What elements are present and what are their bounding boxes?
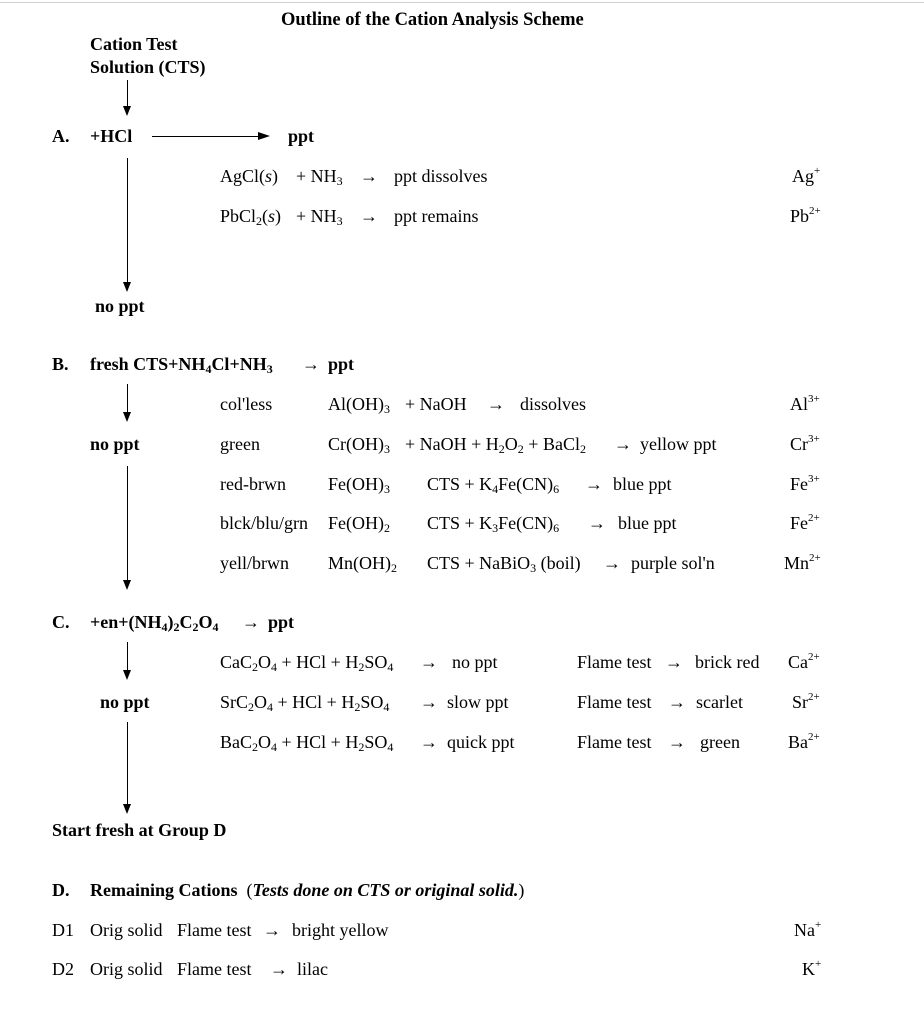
group-c-lower-arrow-shaft <box>127 722 128 806</box>
group-a-row-pbcl2: PbCl$_2$(s) <box>220 206 282 228</box>
arrow-icon: → <box>588 513 606 533</box>
group-b-test-k3fecn6: CTS + $K_3Fe(CN)_6$ <box>427 513 560 535</box>
group-d1-source: Orig solid <box>90 920 163 940</box>
group-d1-test: Flame test <box>177 920 252 940</box>
group-c-row-cac2o4: $CaC_2O_4$ + HCl + $H_2SO_4$ <box>220 652 394 674</box>
arrow-icon: → <box>270 959 288 979</box>
group-c-label: C. <box>52 612 70 632</box>
group-a-row-pbcl2-outcome: ppt remains <box>394 206 479 226</box>
group-a-result: ppt <box>288 126 315 146</box>
group-b-outcome-dissolves: dissolves <box>520 394 587 414</box>
cts-label-line2: Solution (CTS) <box>90 57 206 77</box>
group-a-down-arrow-shaft <box>127 158 128 284</box>
group-d2-source: Orig solid <box>90 959 163 979</box>
group-a-reagent: +HCl <box>90 126 133 146</box>
arrow-icon: → <box>585 474 603 494</box>
group-d-label: D. <box>52 880 70 900</box>
group-b-test-chromium: + NaOH + $H_2O_2$ + BaCl$_2$ <box>405 434 586 456</box>
arrow-icon: → <box>614 434 632 454</box>
group-b-no-ppt: no ppt <box>90 434 140 454</box>
group-a-label: A. <box>52 126 70 146</box>
group-b-label: B. <box>52 354 69 374</box>
ion-ba: $Ba^{2+}$ <box>788 731 820 752</box>
group-a-right-arrow-head <box>258 132 270 140</box>
arrow-icon: → <box>242 612 260 632</box>
cts-down-arrow-shaft <box>127 80 128 108</box>
ion-na: Na+ <box>794 919 822 940</box>
group-b-outcome-blue-ppt-1: blue ppt <box>613 474 672 494</box>
group-b-lower-arrow-shaft <box>127 466 128 582</box>
ion-ca: $Ca^{2+}$ <box>788 651 820 672</box>
ion-pb: $Pb^{2+}$ <box>790 205 821 226</box>
group-c-lower-arrow-head <box>123 804 131 814</box>
group-c-row-bac2o4: $BaC_2O_4$ + HCl + $H_2SO_4$ <box>220 732 394 754</box>
group-b-color-green: green <box>220 434 260 454</box>
arrow-icon: → <box>263 920 281 940</box>
group-d2-id: D2 <box>52 959 74 979</box>
group-b-color-red-brown: red-brwn <box>220 474 286 494</box>
group-c-flame-brick-red: brick red <box>695 652 760 672</box>
group-a-row-agcl-reagent: + $NH_3$ <box>296 166 343 188</box>
top-border <box>0 2 924 3</box>
group-d1-id: D1 <box>52 920 74 940</box>
start-fresh-label: Start fresh at Group D <box>52 820 227 840</box>
group-c-flame-test-ba: Flame test <box>577 732 652 752</box>
arrow-icon: → <box>420 692 438 712</box>
ion-fe3: $Fe^{3+}$ <box>790 473 820 494</box>
arrow-icon: → <box>603 553 621 573</box>
group-b-ppt-feoh2: $Fe(OH)_2$ <box>328 513 390 535</box>
ion-fe2: $Fe^{2+}$ <box>790 512 820 533</box>
group-b-ppt-aloh3: $Al(OH)_3$ <box>328 394 390 416</box>
group-b-result: ppt <box>328 354 355 374</box>
group-d2-test: Flame test <box>177 959 252 979</box>
group-c-flame-green: green <box>700 732 740 752</box>
ion-mn: $Mn^{2+}$ <box>784 552 821 573</box>
group-b-outcome-purple: purple sol'n <box>631 553 715 573</box>
cts-down-arrow-head <box>123 106 131 116</box>
group-b-down-arrow-head <box>123 412 131 422</box>
arrow-icon: → <box>360 206 378 226</box>
ion-k: K+ <box>802 958 822 979</box>
arrow-icon: → <box>302 354 320 374</box>
cts-label-line1: Cation Test <box>90 34 178 54</box>
group-a-down-arrow-head <box>123 282 131 292</box>
group-b-color-yellow-brown: yell/brwn <box>220 553 289 573</box>
group-b-color-colless: col'less <box>220 394 273 414</box>
group-d1-outcome: bright yellow <box>292 920 389 940</box>
group-a-no-ppt: no ppt <box>95 296 145 316</box>
group-a-row-agcl-outcome: ppt dissolves <box>394 166 488 186</box>
group-b-test-naoh: + NaOH <box>405 394 467 414</box>
group-b-color-black-blue-green: blck/blu/grn <box>220 513 308 533</box>
group-b-ppt-mnoh2: $Mn(OH)_2$ <box>328 553 397 575</box>
arrow-icon: → <box>487 394 505 414</box>
group-c-reagent: $+en+(NH_4)_2C_2O_4$ <box>90 612 219 634</box>
ion-al: $Al^{3+}$ <box>790 393 820 414</box>
arrow-icon: → <box>668 692 686 712</box>
ion-cr: $Cr^{3+}$ <box>790 433 820 454</box>
ion-ag: Ag+ <box>792 165 821 186</box>
group-d-heading: Remaining Cations (Tests done on CTS or original solid.) <box>90 880 525 900</box>
group-b-down-arrow-shaft <box>127 384 128 414</box>
group-c-no-ppt: no ppt <box>100 692 150 712</box>
group-c-flame-test-sr: Flame test <box>577 692 652 712</box>
group-c-flame-test-ca: Flame test <box>577 652 652 672</box>
arrow-icon: → <box>360 166 378 186</box>
group-a-row-agcl: AgCl(s) <box>220 166 279 186</box>
arrow-icon: → <box>420 732 438 752</box>
group-b-test-k4fecn6: CTS + $K_4Fe(CN)_6$ <box>427 474 560 496</box>
group-c-outcome-slow-ppt: slow ppt <box>447 692 509 712</box>
group-b-outcome-blue-ppt-2: blue ppt <box>618 513 677 533</box>
group-c-result: ppt <box>268 612 295 632</box>
group-a-row-pbcl2-reagent: + $NH_3$ <box>296 206 343 228</box>
group-b-outcome-yellow-ppt: yellow ppt <box>640 434 717 454</box>
group-c-flame-scarlet: scarlet <box>696 692 743 712</box>
group-b-test-nabio3: CTS + NaBiO$_3$ (boil) <box>427 553 581 575</box>
page-title: Outline of the Cation Analysis Scheme <box>281 10 584 30</box>
ion-sr: $Sr^{2+}$ <box>792 691 820 712</box>
group-b-ppt-croh3: $Cr(OH)_3$ <box>328 434 390 456</box>
arrow-icon: → <box>420 652 438 672</box>
group-b-reagent: fresh $CTS+NH_4Cl+NH_3$ <box>90 354 273 376</box>
group-b-lower-arrow-head <box>123 580 131 590</box>
group-c-row-src2o4: $SrC_2O_4$ + HCl + $H_2SO_4$ <box>220 692 390 714</box>
group-c-outcome-no-ppt: no ppt <box>452 652 498 672</box>
group-a-right-arrow-shaft <box>152 136 260 137</box>
group-d2-outcome: lilac <box>297 959 328 979</box>
group-c-down-arrow-shaft <box>127 642 128 672</box>
arrow-icon: → <box>665 652 683 672</box>
arrow-icon: → <box>668 732 686 752</box>
group-b-ppt-feoh3: $Fe(OH)_3$ <box>328 474 390 496</box>
group-c-outcome-quick-ppt: quick ppt <box>447 732 515 752</box>
group-c-down-arrow-head <box>123 670 131 680</box>
